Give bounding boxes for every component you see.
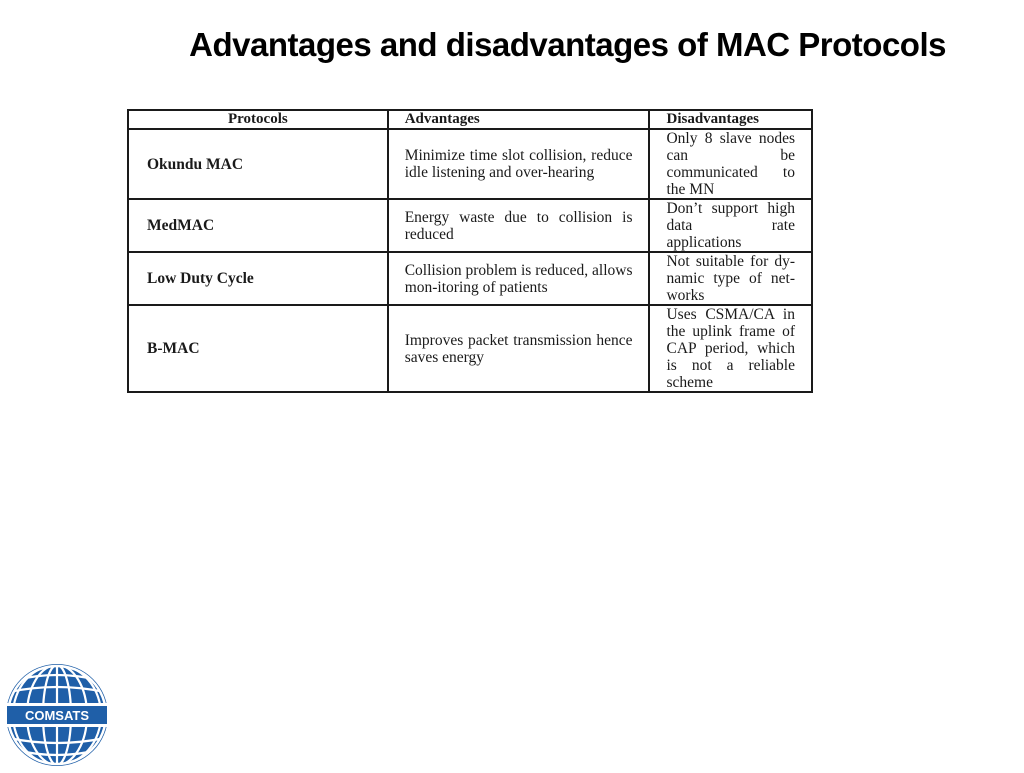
- advantages-cell: Collision problem is reduced, allows mon-itoring of patients: [388, 252, 650, 305]
- protocol-cell: MedMAC: [128, 199, 388, 252]
- advantages-cell: Minimize time slot collision, reduce idle listening and over-hearing: [388, 129, 650, 199]
- disadvantages-cell: Uses CSMA/CA in the uplink frame of CAP period, which is not a reliable scheme: [649, 305, 812, 392]
- advantages-cell: Energy waste due to collision is reduced: [388, 199, 650, 252]
- comsats-logo: [4, 662, 110, 768]
- header-disadvantages: Disadvantages: [649, 110, 812, 129]
- logo-text: COMSATS: [24, 708, 90, 723]
- globe-icon: [4, 662, 110, 768]
- header-protocols: Protocols: [128, 110, 388, 129]
- header-advantages: Advantages: [388, 110, 650, 129]
- table-row: [128, 199, 812, 252]
- table-row: [128, 252, 812, 305]
- disadvantages-cell: Only 8 slave nodes can be communicated to the MN: [649, 129, 812, 199]
- table-row: [128, 129, 812, 199]
- protocol-cell: B-MAC: [128, 305, 388, 392]
- mac-protocols-table-container: [127, 109, 813, 391]
- table-row: [128, 305, 812, 392]
- slide-title: Advantages and disadvantages of MAC Protocols: [189, 26, 946, 63]
- table-header-row: [128, 110, 812, 129]
- protocol-cell: Low Duty Cycle: [128, 252, 388, 305]
- advantages-cell: Improves packet transmission hence saves energy: [388, 305, 650, 392]
- mac-protocols-table: [127, 109, 813, 393]
- protocol-cell: Okundu MAC: [128, 129, 388, 199]
- disadvantages-cell: Not suitable for dy-namic type of net-works: [649, 252, 812, 305]
- disadvantages-cell: Don’t support high data rate applications: [649, 199, 812, 252]
